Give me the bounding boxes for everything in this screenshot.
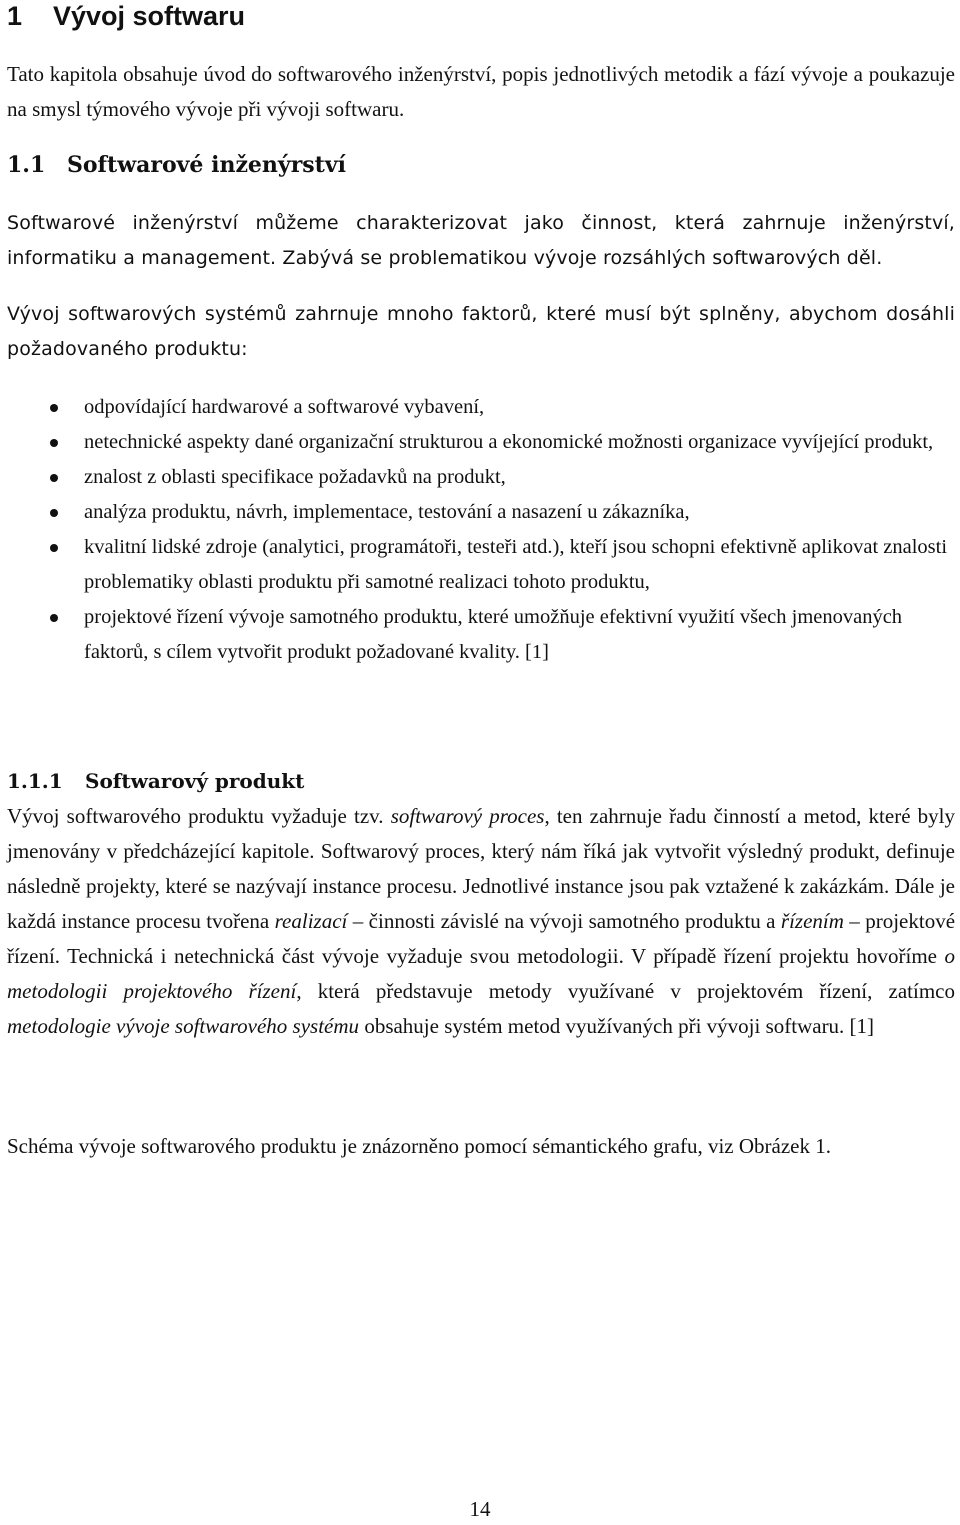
text-run: – činnosti závislé na vývoji samotného produktu a [347, 909, 781, 933]
chapter-number: 1 [7, 1, 23, 31]
text-run: – projektové řízení. Technická i netechnická část vývoje vyžaduje svou metodologii. V případě řízení projektu hovoříme [7, 909, 956, 968]
list-item [7, 495, 955, 530]
section-title: Softwarové inženýrství [67, 152, 346, 178]
bullet-icon [50, 404, 58, 412]
text-run: obsahuje systém metod využívaných při vývoji softwaru. [1] [359, 1014, 875, 1038]
software-product-paragraph [7, 799, 955, 1044]
chapter-heading [7, 0, 245, 32]
bullet-icon [50, 474, 58, 482]
list-item-text: znalost z oblasti specifikace požadavků na produkt, [84, 466, 506, 488]
page-number: 14 [469, 1497, 491, 1521]
section-heading [7, 150, 346, 180]
software-engineering-paragraph: Softwarové inženýrství můžeme charakterizovat jako činnost, která zahrnuje inženýrství, informatiku a management. Zabývá se problematikou vývoje rozsáhlých softwarových děl. [7, 212, 955, 269]
list-item [7, 425, 955, 460]
term-realization: realizací [274, 909, 348, 933]
list-item [7, 530, 955, 600]
term-software-process: softwarový proces [390, 804, 545, 828]
intro-paragraph: Tato kapitola obsahuje úvod do softwarového inženýrství, popis jednotlivých metodik a fází vývoje a poukazuje na smysl týmového vývoje při vývoji softwaru. [7, 62, 955, 121]
text-run: , která představuje metody využívané v projektovém řízení, zatímco [296, 979, 955, 1003]
text-run: Vývoj softwarového produktu vyžaduje tzv. [7, 804, 391, 828]
term-project-methodology: o metodologii projektového řízení [7, 944, 955, 1003]
subsection-title: Softwarový produkt [85, 769, 305, 793]
schema-paragraph: Schéma vývoje softwarového produktu je znázorněno pomocí sémantického grafu, viz Obrázek 1. [7, 1134, 831, 1158]
list-item [7, 600, 955, 670]
bullet-icon [50, 439, 58, 447]
factors-intro-paragraph: Vývoj softwarových systémů zahrnuje mnoho faktorů, které musí být splněny, abychom dosáhli požadovaného produktu: [7, 303, 955, 360]
text-run: , ten zahrnuje řadu činností a metod, které byly jmenovány v předcházející kapitole. Softwarový proces, který nám říká jak vytvořit výsledný produkt, definuje následně projekty, které se nazývají instance procesu. Jednotlivé instance jsou pak vztažené k zakázkám. Dále je každá instance procesu tvořena [7, 804, 956, 933]
list-item-text: odpovídající hardwarové a softwarové vybavení, [84, 396, 485, 418]
bullet-icon [50, 509, 58, 517]
bullet-icon [50, 544, 58, 552]
list-item-text: kvalitní lidské zdroje (analytici, programátoři, testeři atd.), kteří jsou schopni efektivně aplikovat znalosti problematiky oblasti produktu při samotné realizaci tohoto produktu, [84, 536, 948, 593]
chapter-title: Vývoj softwaru [53, 1, 246, 31]
term-development-methodology: metodologie vývoje softwarového systému [7, 1014, 360, 1038]
list-item-text: analýza produktu, návrh, implementace, testování a nasazení u zákazníka, [84, 501, 690, 523]
section-number: 1.1 [7, 152, 46, 178]
term-management: řízením [780, 909, 844, 933]
subsection-heading [7, 766, 304, 796]
list-item-text: netechnické aspekty dané organizační strukturou a ekonomické možnosti organizace vyvíjející produkt, [84, 431, 934, 453]
factors-list [7, 390, 955, 670]
bullet-icon [50, 614, 58, 622]
list-item [7, 460, 955, 495]
list-item-text: projektové řízení vývoje samotného produktu, které umožňuje efektivní využití všech jmenovaných faktorů, s cílem vytvořit produkt požadované kvality. [1] [84, 606, 903, 663]
list-item [7, 390, 955, 425]
subsection-number: 1.1.1 [7, 769, 63, 793]
